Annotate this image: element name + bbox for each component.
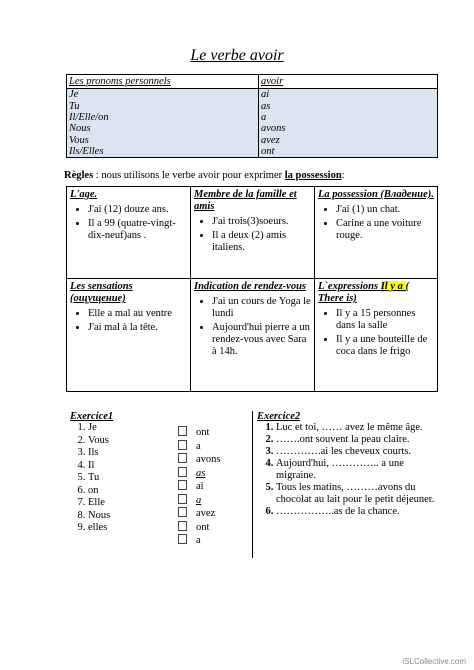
list-item: • Aujourd'hui pierre a un rendez-vous avec Sara à 14h. [212,322,311,358]
pronoun-cell: Vous [67,135,259,146]
ex1-item: 2. Vous [88,435,113,448]
pronoun-cell: Nous [67,123,259,134]
ex1-item: 5. Tu [88,472,113,485]
list-item: • Carine a une voiture rouge. [336,218,434,242]
rules-line [64,170,345,181]
cell-title: Les sensations (ощущение) [70,281,133,304]
ex1-item: 1. Je [88,422,113,435]
list-item: • Il a deux (2) amis italiens. [212,230,311,254]
pronoun-header: Les pronoms personnels [67,75,259,89]
page-title: Le verbe avoir [190,47,284,64]
verb-cell: as [259,100,438,111]
option-label: a [196,440,201,452]
cell-rendezvous [190,278,315,392]
rules-end: : [341,170,345,181]
pronoun-table [66,74,438,158]
list-item: • J'ai mal à la tête. [88,322,187,334]
pronoun-cell: Il/Elle/on [67,112,259,123]
cell-title: Membre de la famille et amis [194,189,297,212]
cell-sensations [66,278,191,392]
checkbox-icon[interactable] [178,507,187,517]
divider [252,411,253,558]
ex2-item: 2. …….ont souvent la peau claire. [276,434,442,446]
ex1-item: 3. Ils [88,447,113,460]
checkbox-icon[interactable] [178,440,187,450]
verb-cell: avons [259,123,438,134]
option-row [178,480,221,494]
option-row [178,426,221,440]
cell-title: L'age. [70,189,98,200]
exercise-2 [257,411,442,518]
rules-highlight: la possession [284,170,342,181]
option-row [178,440,221,454]
option-label: avez [196,508,216,519]
cell-title-highlight: Il y a [380,281,406,292]
list-item: • Il y a 15 personnes dans la salle [336,308,434,332]
option-label: a [196,535,201,546]
option-label: as [196,467,206,479]
checkbox-icon[interactable] [178,521,187,531]
exercise-1-title: Exercice1 [70,411,114,422]
rules-label: Règles [64,170,94,181]
cell-expressions [314,278,438,392]
cell-possession [314,186,438,279]
list-item: • Il a 99 (quatre-vingt-dix-neuf)ans . [88,218,187,242]
pronoun-cell: Ils/Elles [67,146,259,158]
ex2-item: 6. ……………..as de la chance. [276,506,442,518]
list-item: • J'ai trois(3)soeurs. [212,216,311,228]
cell-title: Indication de rendez-vous [194,281,307,292]
pronoun-cell: Je [67,89,259,101]
ex1-item: 8. Nous [88,510,113,523]
list-item: • J'ai un cours de Yoga le lundi [212,296,311,320]
option-row [178,521,221,535]
ex1-item: 4. Il [88,460,113,473]
cell-famille [190,186,315,279]
option-row [178,453,221,467]
option-label: a [196,494,202,506]
option-row [178,467,221,481]
checkbox-icon[interactable] [178,480,187,490]
usage-grid [66,186,438,392]
option-row [178,534,221,548]
checkbox-icon[interactable] [178,467,187,477]
verb-cell: a [259,112,438,123]
cell-title: La possession (Владение). [318,189,434,200]
rules-text: : nous utilisons le verbe avoir pour exprimer [93,170,285,181]
exercise-2-title: Exercice2 [257,411,301,422]
footer-watermark: iSLCollective.com [402,657,466,666]
exercise-1 [70,411,113,535]
ex1-item: 6. on [88,485,113,498]
cell-age [66,186,191,279]
cell-title-pre: L`expressions [318,281,381,292]
verb-header: avoir [259,75,438,89]
cell-title-post: ( There is) [318,281,410,304]
ex2-item: 1. Luc et toi, …… avez le même âge. [276,422,442,434]
ex2-item: 3. ………….ai les cheveux courts. [276,446,442,458]
list-item: • J'ai (1) un chat. [336,204,434,216]
checkbox-icon[interactable] [178,453,187,463]
list-item: • Il y a une bouteille de coca dans le frigo [336,334,434,358]
option-row [178,494,221,508]
checkbox-icon[interactable] [178,494,187,504]
option-label: ont [196,427,210,438]
ex1-item: 7. Elle [88,497,113,510]
option-label: ai [196,481,204,492]
ex2-item: 5. Tous les matins, ………avons du chocolat au lait pour le petit déjeuner. [276,482,442,506]
verb-cell: ont [259,146,438,158]
pronoun-cell: Tu [67,100,259,111]
verb-cell: avez [259,135,438,146]
ex1-item: 9. elles [88,522,113,535]
list-item: • J'ai (12) douze ans. [88,204,187,216]
verb-cell: ai [259,89,438,101]
cell-title [318,281,434,305]
option-label: avons [196,454,221,465]
ex2-item: 4. Aujourd'hui, ………….. a une migraine. [276,458,442,482]
exercise-1-options [178,426,221,548]
list-item: • Elle a mal au ventre [88,308,187,320]
option-row [178,507,221,521]
checkbox-icon[interactable] [178,426,187,436]
checkbox-icon[interactable] [178,534,187,544]
option-label: ont [196,521,210,533]
